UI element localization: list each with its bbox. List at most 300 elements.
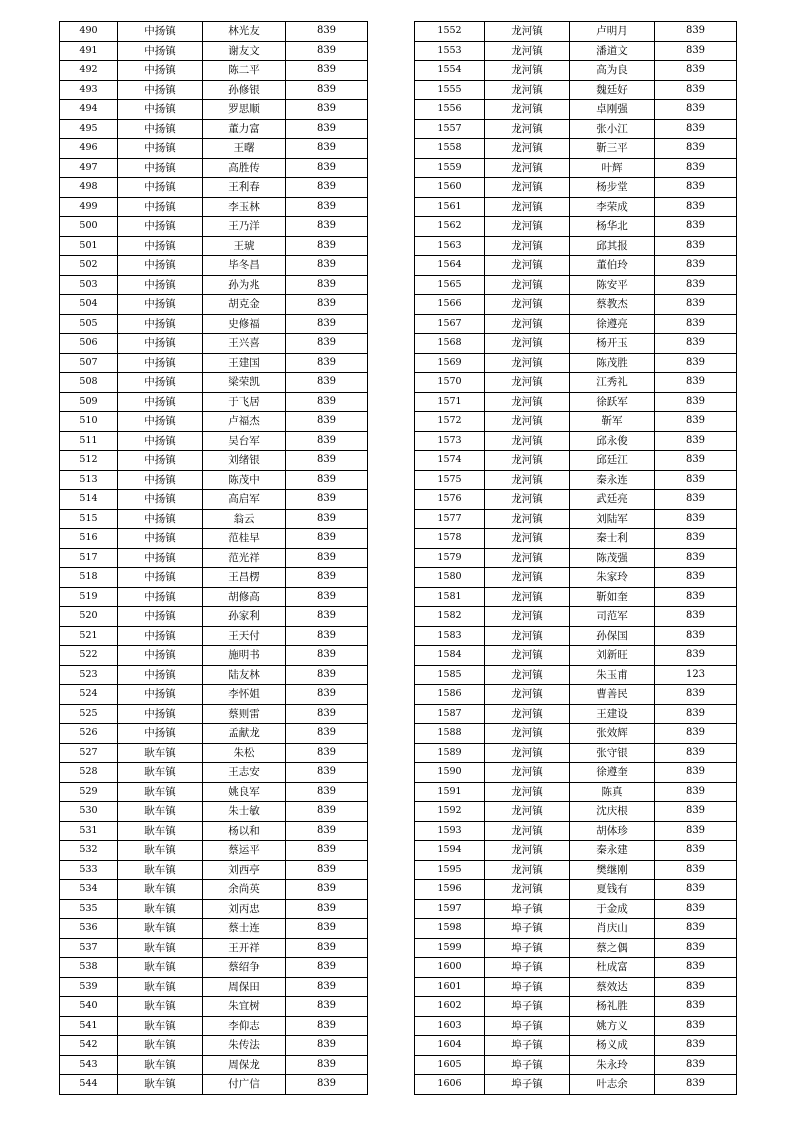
person-name-cell: 刘陆军 <box>570 509 655 529</box>
town-name-cell: 耿车镇 <box>118 899 203 919</box>
person-name-cell: 杨义成 <box>570 1036 655 1056</box>
amount-cell: 839 <box>286 919 368 939</box>
town-name-cell: 龙河镇 <box>485 392 570 412</box>
town-name-cell: 耿车镇 <box>118 763 203 783</box>
amount-cell: 839 <box>655 236 737 256</box>
person-name-cell: 蔡教杰 <box>570 295 655 315</box>
person-name-cell: 胡克金 <box>203 295 286 315</box>
amount-cell: 839 <box>286 275 368 295</box>
amount-cell: 839 <box>655 1036 737 1056</box>
town-name-cell: 龙河镇 <box>485 100 570 120</box>
row-number-cell: 1587 <box>415 704 485 724</box>
person-name-cell: 叶辉 <box>570 158 655 178</box>
person-name-cell: 姚方义 <box>570 1016 655 1036</box>
town-name-cell: 中扬镇 <box>118 275 203 295</box>
town-name-cell: 埠子镇 <box>485 977 570 997</box>
person-name-cell: 周保龙 <box>203 1055 286 1075</box>
town-name-cell: 龙河镇 <box>485 41 570 61</box>
table-row <box>60 139 368 159</box>
table-row <box>415 22 737 42</box>
person-name-cell: 王开祥 <box>203 938 286 958</box>
person-name-cell: 秦永连 <box>570 470 655 490</box>
amount-cell: 839 <box>286 724 368 744</box>
town-name-cell: 中扬镇 <box>118 685 203 705</box>
person-name-cell: 叶志余 <box>570 1075 655 1095</box>
town-name-cell: 中扬镇 <box>118 665 203 685</box>
person-name-cell: 蔡运平 <box>203 841 286 861</box>
person-name-cell: 朱永玲 <box>570 1055 655 1075</box>
person-name-cell: 邱廷江 <box>570 451 655 471</box>
amount-cell: 839 <box>286 704 368 724</box>
person-name-cell: 朱士敏 <box>203 802 286 822</box>
person-name-cell: 沈庆根 <box>570 802 655 822</box>
table-row <box>415 392 737 412</box>
amount-cell: 839 <box>286 158 368 178</box>
amount-cell: 839 <box>286 412 368 432</box>
row-number-cell: 544 <box>60 1075 118 1095</box>
amount-cell: 839 <box>655 119 737 139</box>
table-row <box>415 548 737 568</box>
amount-cell: 839 <box>655 217 737 237</box>
amount-cell: 839 <box>286 607 368 627</box>
row-number-cell: 1564 <box>415 256 485 276</box>
table-row <box>60 334 368 354</box>
person-name-cell: 靳三平 <box>570 139 655 159</box>
person-name-cell: 王乃洋 <box>203 217 286 237</box>
person-name-cell: 李玉林 <box>203 197 286 217</box>
town-name-cell: 龙河镇 <box>485 548 570 568</box>
town-name-cell: 耿车镇 <box>118 1055 203 1075</box>
town-name-cell: 中扬镇 <box>118 392 203 412</box>
person-name-cell: 夏钱有 <box>570 880 655 900</box>
town-name-cell: 中扬镇 <box>118 490 203 510</box>
amount-cell: 839 <box>286 236 368 256</box>
amount-cell: 839 <box>286 938 368 958</box>
row-number-cell: 1560 <box>415 178 485 198</box>
table-row <box>415 314 737 334</box>
table-row <box>415 802 737 822</box>
table-row <box>60 685 368 705</box>
town-name-cell: 龙河镇 <box>485 626 570 646</box>
amount-cell: 839 <box>286 451 368 471</box>
row-number-cell: 1597 <box>415 899 485 919</box>
amount-cell: 839 <box>655 958 737 978</box>
row-number-cell: 1584 <box>415 646 485 666</box>
row-number-cell: 506 <box>60 334 118 354</box>
town-name-cell: 埠子镇 <box>485 938 570 958</box>
amount-cell: 839 <box>655 626 737 646</box>
town-name-cell: 龙河镇 <box>485 743 570 763</box>
person-name-cell: 张守银 <box>570 743 655 763</box>
town-name-cell: 埠子镇 <box>485 899 570 919</box>
person-name-cell: 胡修高 <box>203 587 286 607</box>
person-name-cell: 杨礼胜 <box>570 997 655 1017</box>
town-name-cell: 龙河镇 <box>485 353 570 373</box>
table-row <box>60 490 368 510</box>
town-name-cell: 龙河镇 <box>485 275 570 295</box>
town-name-cell: 耿车镇 <box>118 841 203 861</box>
right-roster-body <box>415 22 737 1095</box>
amount-cell: 839 <box>655 256 737 276</box>
amount-cell: 839 <box>286 373 368 393</box>
person-name-cell: 徐跃军 <box>570 392 655 412</box>
amount-cell: 839 <box>655 412 737 432</box>
amount-cell: 839 <box>286 802 368 822</box>
row-number-cell: 516 <box>60 529 118 549</box>
amount-cell: 839 <box>655 977 737 997</box>
table-row <box>60 470 368 490</box>
person-name-cell: 司范军 <box>570 607 655 627</box>
row-number-cell: 511 <box>60 431 118 451</box>
amount-cell: 839 <box>655 41 737 61</box>
amount-cell: 839 <box>655 392 737 412</box>
amount-cell: 839 <box>655 1075 737 1095</box>
amount-cell: 839 <box>286 529 368 549</box>
person-name-cell: 杨以和 <box>203 821 286 841</box>
town-name-cell: 中扬镇 <box>118 451 203 471</box>
row-number-cell: 525 <box>60 704 118 724</box>
town-name-cell: 耿车镇 <box>118 977 203 997</box>
row-number-cell: 501 <box>60 236 118 256</box>
person-name-cell: 朱玉甫 <box>570 665 655 685</box>
row-number-cell: 1559 <box>415 158 485 178</box>
person-name-cell: 范光祥 <box>203 548 286 568</box>
person-name-cell: 靳军 <box>570 412 655 432</box>
amount-cell: 839 <box>655 607 737 627</box>
table-row <box>415 1036 737 1056</box>
table-row <box>60 529 368 549</box>
table-row <box>415 236 737 256</box>
town-name-cell: 龙河镇 <box>485 470 570 490</box>
person-name-cell: 武廷亮 <box>570 490 655 510</box>
left-roster-body <box>60 22 368 1095</box>
person-name-cell: 李荣成 <box>570 197 655 217</box>
row-number-cell: 538 <box>60 958 118 978</box>
amount-cell: 839 <box>655 724 737 744</box>
row-number-cell: 1566 <box>415 295 485 315</box>
row-number-cell: 1600 <box>415 958 485 978</box>
person-name-cell: 孟献龙 <box>203 724 286 744</box>
town-name-cell: 中扬镇 <box>118 236 203 256</box>
town-name-cell: 耿车镇 <box>118 802 203 822</box>
row-number-cell: 1558 <box>415 139 485 159</box>
amount-cell: 839 <box>655 743 737 763</box>
person-name-cell: 孙修银 <box>203 80 286 100</box>
town-name-cell: 龙河镇 <box>485 236 570 256</box>
table-row <box>415 665 737 685</box>
person-name-cell: 徐遵亮 <box>570 314 655 334</box>
town-name-cell: 龙河镇 <box>485 178 570 198</box>
row-number-cell: 498 <box>60 178 118 198</box>
amount-cell: 839 <box>286 61 368 81</box>
row-number-cell: 1569 <box>415 353 485 373</box>
row-number-cell: 523 <box>60 665 118 685</box>
town-name-cell: 龙河镇 <box>485 860 570 880</box>
person-name-cell: 周保田 <box>203 977 286 997</box>
town-name-cell: 中扬镇 <box>118 295 203 315</box>
row-number-cell: 1575 <box>415 470 485 490</box>
table-row <box>415 139 737 159</box>
town-name-cell: 耿车镇 <box>118 1036 203 1056</box>
table-row <box>415 451 737 471</box>
row-number-cell: 1553 <box>415 41 485 61</box>
town-name-cell: 埠子镇 <box>485 1036 570 1056</box>
town-name-cell: 龙河镇 <box>485 568 570 588</box>
row-number-cell: 535 <box>60 899 118 919</box>
town-name-cell: 中扬镇 <box>118 256 203 276</box>
table-row <box>415 80 737 100</box>
town-name-cell: 龙河镇 <box>485 587 570 607</box>
table-row <box>415 256 737 276</box>
person-name-cell: 蔡士连 <box>203 919 286 939</box>
amount-cell: 839 <box>655 100 737 120</box>
person-name-cell: 曹善民 <box>570 685 655 705</box>
town-name-cell: 龙河镇 <box>485 217 570 237</box>
row-number-cell: 1562 <box>415 217 485 237</box>
row-number-cell: 1602 <box>415 997 485 1017</box>
row-number-cell: 536 <box>60 919 118 939</box>
town-name-cell: 龙河镇 <box>485 763 570 783</box>
person-name-cell: 陆友林 <box>203 665 286 685</box>
person-name-cell: 杨步堂 <box>570 178 655 198</box>
table-row <box>415 860 737 880</box>
town-name-cell: 中扬镇 <box>118 704 203 724</box>
row-number-cell: 1577 <box>415 509 485 529</box>
person-name-cell: 高启军 <box>203 490 286 510</box>
table-row <box>60 587 368 607</box>
person-name-cell: 靳如奎 <box>570 587 655 607</box>
amount-cell: 839 <box>286 41 368 61</box>
town-name-cell: 埠子镇 <box>485 997 570 1017</box>
table-row <box>415 977 737 997</box>
row-number-cell: 510 <box>60 412 118 432</box>
town-name-cell: 中扬镇 <box>118 334 203 354</box>
row-number-cell: 1571 <box>415 392 485 412</box>
amount-cell: 839 <box>286 178 368 198</box>
row-number-cell: 539 <box>60 977 118 997</box>
town-name-cell: 龙河镇 <box>485 802 570 822</box>
town-name-cell: 龙河镇 <box>485 704 570 724</box>
row-number-cell: 1593 <box>415 821 485 841</box>
table-row <box>415 1075 737 1095</box>
person-name-cell: 肖庆山 <box>570 919 655 939</box>
person-name-cell: 姚良军 <box>203 782 286 802</box>
person-name-cell: 杨华北 <box>570 217 655 237</box>
person-name-cell: 于金成 <box>570 899 655 919</box>
amount-cell: 839 <box>286 841 368 861</box>
town-name-cell: 龙河镇 <box>485 451 570 471</box>
town-name-cell: 龙河镇 <box>485 61 570 81</box>
row-number-cell: 505 <box>60 314 118 334</box>
table-row <box>60 451 368 471</box>
town-name-cell: 龙河镇 <box>485 607 570 627</box>
person-name-cell: 秦士利 <box>570 529 655 549</box>
table-row <box>60 841 368 861</box>
person-name-cell: 范桂早 <box>203 529 286 549</box>
table-row <box>60 607 368 627</box>
row-number-cell: 528 <box>60 763 118 783</box>
town-name-cell: 中扬镇 <box>118 431 203 451</box>
person-name-cell: 董力富 <box>203 119 286 139</box>
table-row <box>415 178 737 198</box>
town-name-cell: 龙河镇 <box>485 880 570 900</box>
row-number-cell: 531 <box>60 821 118 841</box>
table-row <box>60 626 368 646</box>
table-row <box>415 412 737 432</box>
amount-cell: 839 <box>286 568 368 588</box>
row-number-cell: 1589 <box>415 743 485 763</box>
person-name-cell: 邱永俊 <box>570 431 655 451</box>
row-number-cell: 499 <box>60 197 118 217</box>
amount-cell: 839 <box>286 1036 368 1056</box>
town-name-cell: 中扬镇 <box>118 41 203 61</box>
amount-cell: 839 <box>655 470 737 490</box>
table-row <box>60 646 368 666</box>
table-row <box>60 665 368 685</box>
row-number-cell: 1582 <box>415 607 485 627</box>
amount-cell: 839 <box>655 139 737 159</box>
row-number-cell: 515 <box>60 509 118 529</box>
amount-cell: 839 <box>655 1055 737 1075</box>
table-row <box>60 119 368 139</box>
amount-cell: 839 <box>286 626 368 646</box>
row-number-cell: 1596 <box>415 880 485 900</box>
town-name-cell: 中扬镇 <box>118 548 203 568</box>
person-name-cell: 胡体珍 <box>570 821 655 841</box>
amount-cell: 839 <box>655 178 737 198</box>
row-number-cell: 529 <box>60 782 118 802</box>
table-row <box>60 100 368 120</box>
row-number-cell: 533 <box>60 860 118 880</box>
table-row <box>60 217 368 237</box>
table-row <box>60 938 368 958</box>
amount-cell: 839 <box>286 1075 368 1095</box>
amount-cell: 839 <box>286 470 368 490</box>
amount-cell: 839 <box>655 275 737 295</box>
row-number-cell: 492 <box>60 61 118 81</box>
row-number-cell: 1583 <box>415 626 485 646</box>
row-number-cell: 543 <box>60 1055 118 1075</box>
row-number-cell: 1588 <box>415 724 485 744</box>
row-number-cell: 1586 <box>415 685 485 705</box>
person-name-cell: 江秀礼 <box>570 373 655 393</box>
table-row <box>415 880 737 900</box>
table-row <box>60 919 368 939</box>
town-name-cell: 耿车镇 <box>118 821 203 841</box>
town-name-cell: 龙河镇 <box>485 197 570 217</box>
town-name-cell: 龙河镇 <box>485 256 570 276</box>
table-row <box>60 158 368 178</box>
amount-cell: 839 <box>655 353 737 373</box>
table-row <box>415 158 737 178</box>
table-row <box>415 685 737 705</box>
amount-cell: 839 <box>286 353 368 373</box>
row-number-cell: 1552 <box>415 22 485 42</box>
table-row <box>60 80 368 100</box>
amount-cell: 839 <box>286 743 368 763</box>
person-name-cell: 陈茂强 <box>570 548 655 568</box>
town-name-cell: 龙河镇 <box>485 295 570 315</box>
row-number-cell: 1568 <box>415 334 485 354</box>
amount-cell: 839 <box>286 431 368 451</box>
table-row <box>415 275 737 295</box>
town-name-cell: 中扬镇 <box>118 587 203 607</box>
amount-cell: 839 <box>655 763 737 783</box>
amount-cell: 839 <box>655 548 737 568</box>
table-row <box>60 821 368 841</box>
table-row <box>60 880 368 900</box>
person-name-cell: 张小江 <box>570 119 655 139</box>
row-number-cell: 1603 <box>415 1016 485 1036</box>
amount-cell: 839 <box>286 880 368 900</box>
table-row <box>415 197 737 217</box>
row-number-cell: 494 <box>60 100 118 120</box>
person-name-cell: 梁荣凯 <box>203 373 286 393</box>
table-row <box>415 509 737 529</box>
person-name-cell: 朱传法 <box>203 1036 286 1056</box>
table-row <box>60 392 368 412</box>
amount-cell: 839 <box>655 880 737 900</box>
person-name-cell: 秦永建 <box>570 841 655 861</box>
person-name-cell: 谢友文 <box>203 41 286 61</box>
person-name-cell: 陈真 <box>570 782 655 802</box>
row-number-cell: 1554 <box>415 61 485 81</box>
town-name-cell: 中扬镇 <box>118 412 203 432</box>
amount-cell: 839 <box>286 392 368 412</box>
amount-cell: 839 <box>655 509 737 529</box>
town-name-cell: 龙河镇 <box>485 373 570 393</box>
town-name-cell: 耿车镇 <box>118 938 203 958</box>
row-number-cell: 1590 <box>415 763 485 783</box>
town-name-cell: 龙河镇 <box>485 529 570 549</box>
table-row <box>60 373 368 393</box>
person-name-cell: 魏廷好 <box>570 80 655 100</box>
table-row <box>60 61 368 81</box>
person-name-cell: 李怀姐 <box>203 685 286 705</box>
table-row <box>415 958 737 978</box>
amount-cell: 839 <box>286 548 368 568</box>
row-number-cell: 512 <box>60 451 118 471</box>
row-number-cell: 517 <box>60 548 118 568</box>
person-name-cell: 王志安 <box>203 763 286 783</box>
person-name-cell: 朱宜树 <box>203 997 286 1017</box>
amount-cell: 839 <box>655 197 737 217</box>
person-name-cell: 刘丙忠 <box>203 899 286 919</box>
person-name-cell: 王天付 <box>203 626 286 646</box>
town-name-cell: 龙河镇 <box>485 509 570 529</box>
row-number-cell: 504 <box>60 295 118 315</box>
person-name-cell: 樊继刚 <box>570 860 655 880</box>
row-number-cell: 522 <box>60 646 118 666</box>
table-row <box>415 997 737 1017</box>
row-number-cell: 1580 <box>415 568 485 588</box>
table-row <box>60 724 368 744</box>
row-number-cell: 540 <box>60 997 118 1017</box>
row-number-cell: 1605 <box>415 1055 485 1075</box>
person-name-cell: 蔡之偶 <box>570 938 655 958</box>
amount-cell: 839 <box>655 587 737 607</box>
row-number-cell: 491 <box>60 41 118 61</box>
person-name-cell: 张效辉 <box>570 724 655 744</box>
table-row <box>60 782 368 802</box>
row-number-cell: 1573 <box>415 431 485 451</box>
person-name-cell: 孙家利 <box>203 607 286 627</box>
row-number-cell: 507 <box>60 353 118 373</box>
table-row <box>60 1055 368 1075</box>
table-row <box>415 1055 737 1075</box>
table-row <box>415 607 737 627</box>
row-number-cell: 1606 <box>415 1075 485 1095</box>
